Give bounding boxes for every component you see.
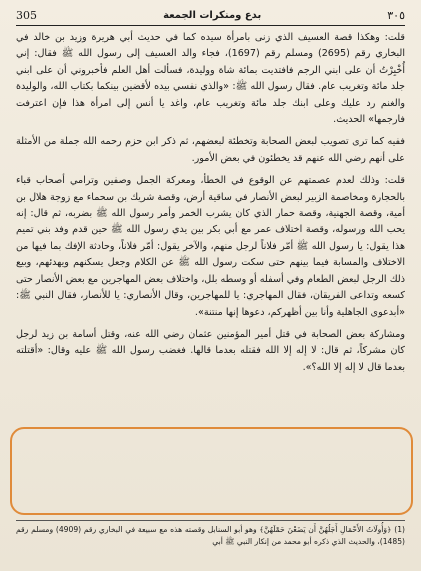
footnote: (1) ﴿وَأُولَاتُ الأَحْمَالِ أَجَلُهُنَّ أَن يَضَعْنَ حَمْلَهُنَّ﴾ وهو أبو السنابل وقصته هذه مع سبيعة في البخاري رقم (4909) ومسلم رقم (1485)، والحديث الذي ذكره أبو محمد من إنكار النبي ﷺ أبي [16, 525, 405, 546]
page-number-latin: 305 [16, 8, 37, 22]
running-title: بدع ومنكرات الجمعة [163, 9, 262, 21]
footnote-rule [16, 520, 405, 521]
header-rule [16, 25, 405, 26]
page-number-arabic: ٣٠٥ [387, 8, 405, 22]
running-header [16, 6, 405, 24]
paragraph-highlighted: ومشاركة بعض الصحابة في قتل أمير المؤمنين عثمان رضي الله عنه، وقتل أسامة بن زيد لرجل كان مشركاً، ثم قال: لا إله إلا الله فقتله بعدما قالها. فغضب رسول الله ﷺ عليه وقال: «أقتلته بعدما قال لا إله إلا الله؟». [16, 328, 405, 373]
paragraph-asif-story: قلت: وهكذا قصة العسيف الذي زنى بامرأة سيده كما في حديث أبي هريرة وزيد بن خالد في البخاري رقم (2695) ومسلم رقم (1697)، فجاء والد العسيف إلى رسول الله ﷺ فقال: إني أُخْبِرْتُ أن على ابني الرجم فافتديت بمائة شاة ووليدة، فسألت أهل العلم فأخبروني أن على ابني جلد مائة وتغريب عام. فقال رسول الله ﷺ: «والذي نفسي بيده لأقضين بينكما بكتاب الله، والوليدة والغنم رد عليك وعلى ابنك جلد مائة وتغريب عام، واغد يا أنس إلى امرأة هذا فإن اعترفت فارجمها» الحديث. [16, 32, 406, 126]
orange-highlight-box [10, 427, 413, 515]
paragraph-examples: قلت: وذلك لعدم عصمتهم عن الوقوع في الخطأ، ومعركة الجمل وصفين وترامي أصحاب قباء بالحجارة ومخاصمة الزبير لبعض الأنصار في ساقية أرض، وقصة شريك بن سحماء مع زوجة هلال بن أمية، وقصة الجهنية، وقصة حمار الذي كان يشرب الخمر وأمر رسول الله ﷺ بضربه، ثم قال: إنه يحب الله ورسوله، وقصة اختلاف عمر مع أبي بكر بين يدي رسول الله ﷺ حين قدم وفد بني تميم هذا يقول: يا رسول الله ﷺ أمّر فلاناً لرجل منهم، والآخر يقول: أمّر فلاناً، وحادثة الإفك بما فيها من الاختلاف والمسابة فيما بينهم حتى سكت رسول الله ﷺ عن الكلام وجعل يسكنهم ويهدئهم، وبيع ذلك الرجل لبعض الطعام وفي أسفله أو وسطه بلل، واختلاف بعض المهاجرين مع بعض الأنصار حتى كسعه وتداعى الفريقان، فقال المهاجري: يا للمهاجرين، وقال الأنصاري: يا للأنصار، فقال النبي ﷺ: «أبدعوى الجاهلية وأنا بين أظهركم، دعوها إنها منتنة». [16, 175, 405, 318]
paragraph-ibn-hazm: ففيه كما ترى تصويب لبعض الصحابة وتخطئة لبعضهم، ثم ذكر ابن حزم رحمه الله جملة من الأمثلة على أنهم رضي الله عنهم قد يخطئون في بعض الأمور. [16, 136, 405, 164]
